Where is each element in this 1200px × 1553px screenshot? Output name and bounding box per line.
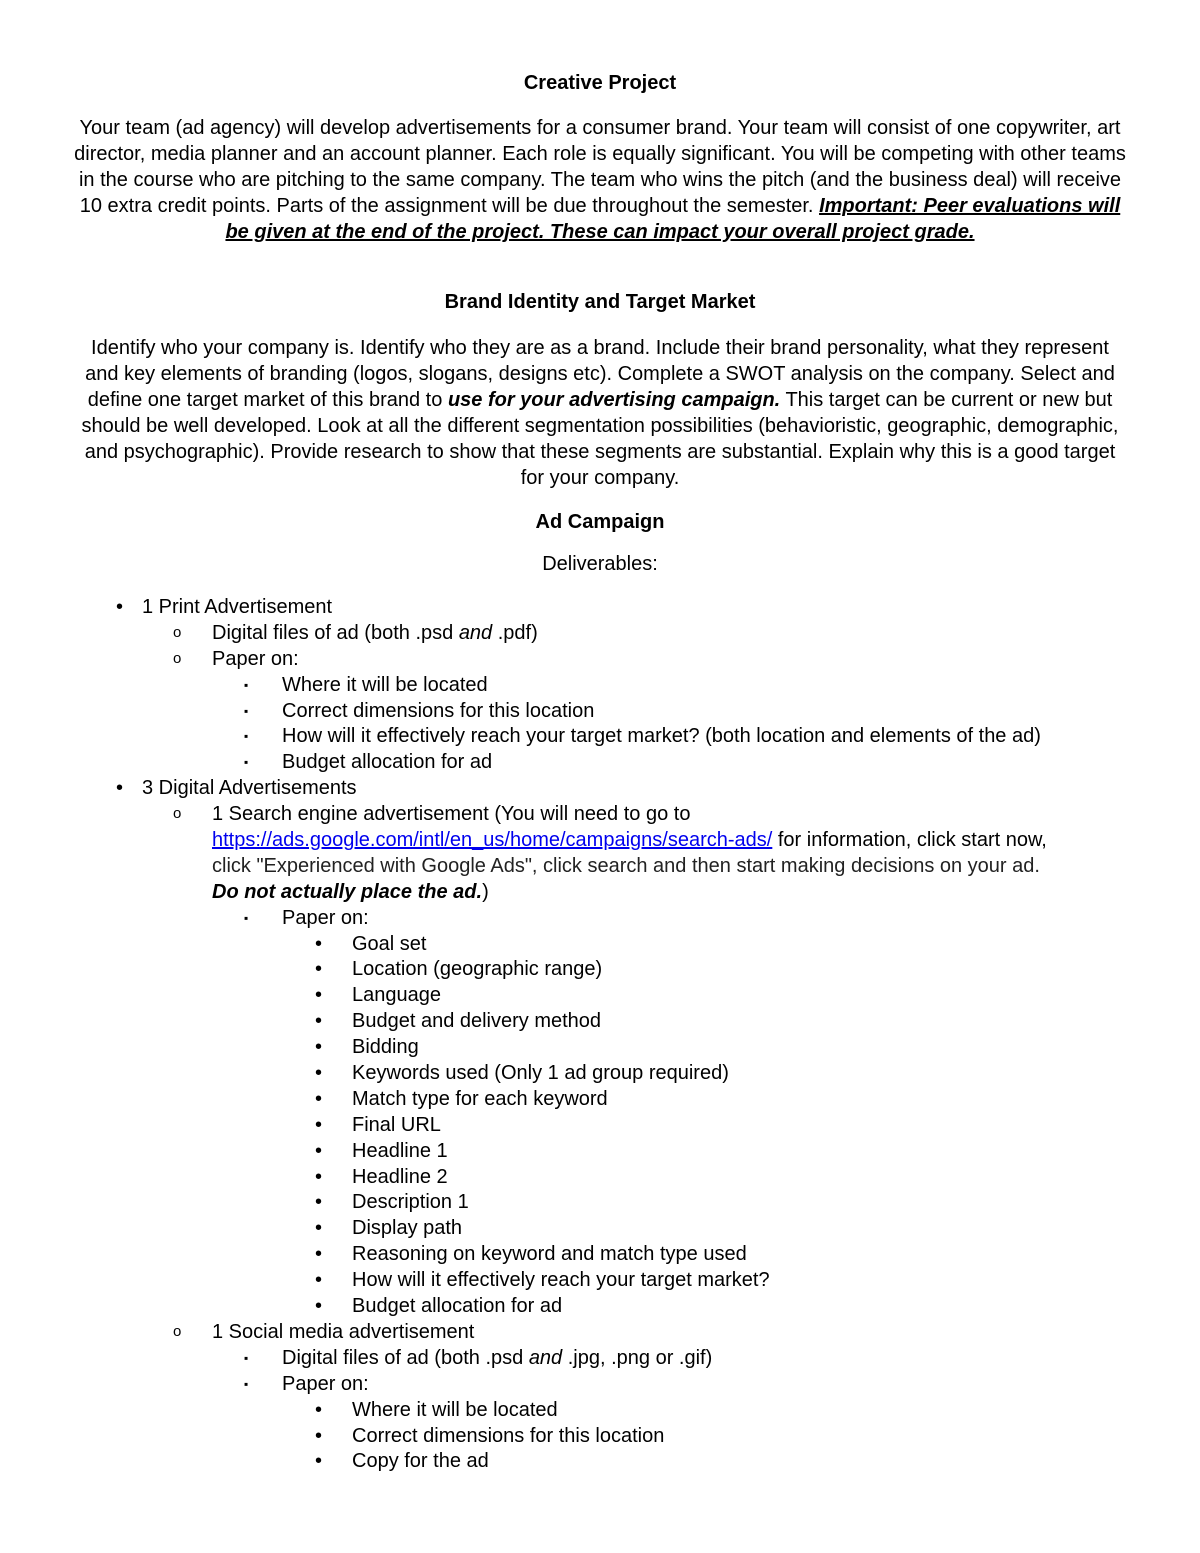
list-item [0,956,1200,982]
brand-paragraph [72,335,1128,491]
search-paper-item: Language [352,984,441,1007]
print-paper-item: Correct dimensions for this location [282,699,595,722]
circle-marker: o [173,805,182,823]
social-label: 1 Social media advertisement [212,1320,475,1343]
list-item [0,931,1200,957]
list-item [0,1267,1200,1293]
bullet-marker: • [315,1424,323,1447]
search-paper-item: Bidding [352,1036,419,1059]
search-instructions-line [0,853,1200,879]
print-label: 1 Print Advertisement [142,596,333,618]
print-paper-item: Budget allocation for ad [282,751,493,774]
campaign-heading: Ad Campaign [535,511,665,533]
search-paper-item: Display path [352,1217,463,1240]
bullet-marker: • [315,1165,323,1188]
list-item [0,1397,1200,1423]
search-line3: click "Experienced with Google Ads", click search and then start making decisions on your ad. [212,854,1040,877]
bullet-marker: • [315,1139,323,1162]
print-digital-and: and [458,621,493,644]
square-marker: ▪ [244,677,249,692]
bullet-marker: • [116,596,124,618]
brand-text-before: Identify who your company is. Identify who they are as a brand. Include their brand personality, what they represent and key elements of branding (logos, slogans, designs etc). Complete a SWOT analysis on the company. Select and define one target market of this brand to [85,337,1115,411]
list-item [0,1164,1200,1190]
square-marker: ▪ [244,703,249,718]
print-paper-item: How will it effectively reach your target market? (both location and elements of the ad) [282,725,1041,748]
square-marker: ▪ [244,1376,249,1391]
bullet-marker: • [315,958,323,981]
square-marker: ▪ [244,1350,249,1365]
bullet-marker: • [315,1062,323,1085]
search-paper-item: Description 1 [352,1191,469,1214]
circle-marker: o [173,649,182,667]
bullet-marker: • [315,984,323,1007]
list-item [0,1034,1200,1060]
google-ads-link[interactable]: https://ads.google.com/intl/en_us/home/campaigns/search-ads/ [212,829,773,852]
list-item [0,1423,1200,1449]
list-item [0,1448,1200,1474]
brand-section-heading: Brand Identity and Target Market [444,291,756,313]
social-paper-item: Copy for the ad [352,1450,489,1473]
list-item-search-ad [0,801,1200,827]
search-paper-item: Reasoning on keyword and match type used [352,1243,747,1266]
bullet-marker: • [315,1036,323,1059]
list-item [0,1086,1200,1112]
search-paper-item: How will it effectively reach your target market? [352,1269,770,1292]
important-note: Important: Peer evaluations will be given at the end of the project. These can impact your overall project grade. [225,195,1121,243]
search-paper-item: Headline 1 [352,1139,448,1162]
search-paper-item: Final URL [352,1113,441,1136]
deliverables-label: Deliverables: [542,553,658,575]
list-item [0,1293,1200,1319]
list-item [0,1215,1200,1241]
list-item [0,749,1200,775]
search-paper-item: Keywords used (Only 1 ad group required) [352,1062,729,1085]
list-item [0,1060,1200,1086]
list-item [0,1112,1200,1138]
search-paper-item: Location (geographic range) [352,958,603,981]
bullet-marker: • [315,1243,323,1266]
brand-emphasis: use for your advertising campaign. [447,389,781,411]
list-item-social-digital [0,1345,1200,1371]
social-digital-post: .jpg, .png or .gif) [567,1346,713,1369]
bullet-marker: • [315,1087,323,1110]
search-warning: Do not actually place the ad. [212,880,483,903]
social-paper-item: Where it will be located [352,1398,558,1421]
search-paper-item: Budget allocation for ad [352,1295,563,1318]
list-item-print-paper [0,646,1200,672]
list-item [0,1189,1200,1215]
list-item [0,1241,1200,1267]
circle-marker: o [173,1322,182,1340]
print-paper-label: Paper on: [212,647,299,670]
circle-marker: o [173,623,182,641]
list-item-digital [0,775,1200,801]
list-item-search-paper [0,905,1200,931]
list-item-print-digital [0,620,1200,646]
bullet-marker: • [315,1295,323,1318]
brand-text-after: This target can be current or new but should be well developed. Look at all the different segmentation possibilities (behavioristic, geographic, demographic, and psychographic). Provide research to show that these segments are substantial. Explain why this is a good target for your company. [81,389,1119,489]
intro-paragraph [72,115,1128,245]
list-item [0,698,1200,724]
search-url-line [0,827,1200,853]
bullet-marker: • [116,777,124,800]
search-paper-item: Budget and delivery method [352,1010,602,1033]
social-digital-and: and [528,1346,563,1369]
page-title: Creative Project [523,72,677,94]
bullet-marker: • [315,1191,323,1214]
social-paper-item: Correct dimensions for this location [352,1424,665,1447]
digital-label: 3 Digital Advertisements [142,777,357,800]
intro-text: Your team (ad agency) will develop advertisements for a consumer brand. Your team will consist of one copywriter, art director, media planner and an account planner. Each role is equally significant. You will be competing with other teams in the course who are pitching to the same company. The team who wins the pitch (and the business deal) will receive 10 extra credit points. Parts of the assignment will be due throughout the semester. [74,117,1126,217]
bullet-marker: • [315,1010,323,1033]
square-marker: ▪ [244,755,249,770]
search-paper-item: Match type for each keyword [352,1087,608,1110]
list-item-social-ad [0,1319,1200,1345]
list-item [0,1138,1200,1164]
search-paper-label: Paper on: [282,906,369,929]
list-item [0,723,1200,749]
bullet-marker: • [315,1269,323,1292]
print-digital-pre: Digital files of ad (both .psd [212,621,454,644]
square-marker: ▪ [244,729,249,744]
search-paper-item: Goal set [352,932,427,955]
search-warning-line [0,879,1200,905]
bullet-marker: • [315,1217,323,1240]
list-item-social-paper [0,1371,1200,1397]
list-item-print [0,594,1200,620]
social-digital-pre: Digital files of ad (both .psd [282,1346,524,1369]
square-marker: ▪ [244,910,249,925]
bullet-marker: • [315,1113,323,1136]
bullet-marker: • [315,1450,323,1473]
bullet-marker: • [315,1398,323,1421]
search-after-url: for information, click start now, [777,829,1047,852]
list-item [0,1008,1200,1034]
social-paper-label: Paper on: [282,1372,369,1395]
print-digital-post: .pdf) [497,621,538,644]
search-paper-item: Headline 2 [352,1165,448,1188]
list-item [0,672,1200,698]
search-line1: 1 Search engine advertisement (You will need to go to [212,803,691,826]
search-warning-close: ) [482,880,489,903]
deliverables-list [0,594,1200,1474]
print-paper-item: Where it will be located [282,673,488,696]
bullet-marker: • [315,932,323,955]
list-item [0,982,1200,1008]
